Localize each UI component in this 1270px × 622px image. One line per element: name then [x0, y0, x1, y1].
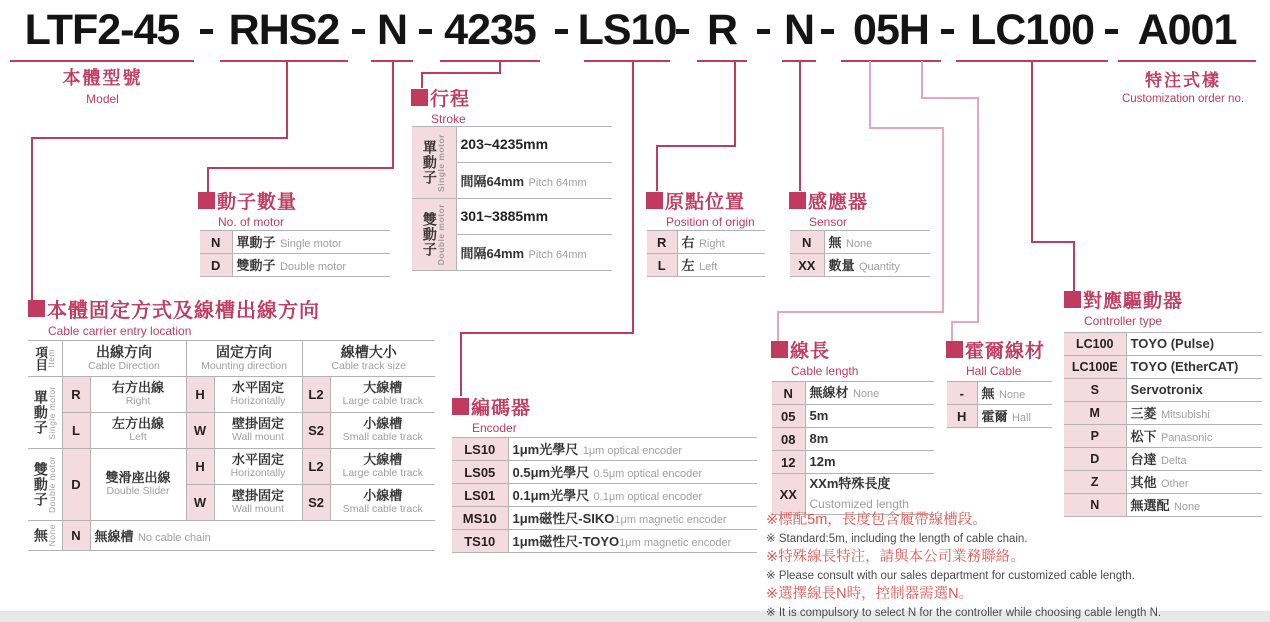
col-cable-track-size: 線槽大小: [340, 343, 397, 360]
hall-cable-subtitle: Hall Cable: [966, 364, 1022, 378]
table-row: TS10 1μm磁性尺-TOYO1μm magnetic encoder: [452, 530, 757, 553]
table-row: LS05 0.5μm光學尺 0.5μm optical encoder: [452, 461, 757, 484]
section-bullet-icon: [789, 192, 806, 209]
option-key: L2: [302, 377, 330, 413]
motor-count-table: [200, 230, 390, 277]
table-row: MS10 1μm磁性尺-SIKO1μm magnetic encoder: [452, 507, 757, 530]
cable-length-table: [772, 381, 934, 515]
code-underline: [440, 60, 540, 62]
footnotes: [766, 511, 1266, 622]
option-key: D: [1064, 448, 1126, 471]
code-segment-custom: A001: [1137, 6, 1237, 54]
table-row: 雙動子 Double motor D 雙滑座出線 Double Slider H 水平固定 Horizontally L2 大線槽 Large cable track: [28, 449, 435, 485]
section-cable-length: [771, 336, 858, 378]
option-key: N: [1064, 494, 1126, 517]
option-key: MS10: [452, 507, 508, 530]
model-title: 本體型號: [62, 68, 143, 88]
option-key: N: [790, 231, 824, 254]
table-row: LS01 0.1μm光學尺 0.1μm optical encoder: [452, 484, 757, 507]
stroke-title: 行程: [430, 89, 471, 110]
connector-controller: [1031, 241, 1075, 243]
section-bullet-icon: [198, 192, 215, 209]
connector-sensor: [799, 61, 801, 191]
connector-cable-length: [777, 311, 944, 313]
option-key: H: [947, 405, 977, 428]
option-key: 05: [772, 405, 805, 428]
connector-hall-cable: [921, 61, 923, 99]
option-key: H: [186, 449, 214, 485]
cable-length-title: 線長: [790, 341, 831, 362]
code-segment-origin: R: [706, 6, 738, 54]
footnote-en: ※ Standard:5m, including the length of cable chain.: [766, 533, 1028, 545]
section-motor-count: [198, 187, 297, 229]
section-stroke: [411, 84, 470, 126]
stroke-group-label-en: Single motor: [435, 133, 446, 192]
code-hyphen: [1105, 29, 1118, 34]
code-segment-motor-count: N: [376, 6, 408, 54]
table-row: L 左 Left: [647, 254, 765, 277]
stroke-group-label-en: Double motor: [435, 203, 446, 266]
table-row: [412, 199, 612, 235]
table-row: 08 8m: [772, 428, 934, 451]
origin-title: 原點位置: [665, 192, 746, 213]
table-row: D 台達 Delta: [1064, 448, 1262, 471]
code-segment-body-fix: RHS2: [228, 6, 340, 54]
stroke-pitch: 間隔64mm: [460, 173, 525, 189]
stroke-group-label: 雙動子: [421, 212, 438, 257]
group-double-motor: 雙動子: [32, 462, 49, 507]
option-key: R: [62, 377, 90, 413]
code-segment-sensor: N: [783, 6, 815, 54]
option-key: Z: [1064, 471, 1126, 494]
connector-encoder: [460, 332, 634, 334]
sensor-title: 感應器: [808, 192, 869, 213]
group-single-motor: 單動子: [32, 390, 49, 435]
table-row: H 霍爾 Hall: [947, 405, 1052, 428]
stroke-pitch-en: Pitch 64mm: [528, 176, 587, 189]
option-key: N: [62, 521, 90, 551]
section-bullet-icon: [646, 192, 663, 209]
section-bullet-icon: [946, 341, 963, 358]
option-key: L2: [302, 449, 330, 485]
origin-table: [647, 230, 765, 277]
option-key: S: [1064, 379, 1126, 402]
origin-subtitle: Position of origin: [666, 215, 755, 229]
option-key: L: [62, 413, 90, 449]
connector-cable-length: [869, 127, 944, 129]
code-segment-stroke: 4235: [444, 6, 536, 54]
code-segment-controller: LC100: [969, 6, 1095, 54]
code-hyphen: [555, 29, 568, 34]
col-item: 項目: [33, 346, 48, 371]
connector-encoder: [460, 332, 462, 396]
table-row: LS10 1μm光學尺 1μm optical encoder: [452, 438, 757, 461]
table-row: LC100 TOYO (Pulse): [1064, 333, 1262, 356]
code-hyphen: [821, 29, 834, 34]
connector-cable-length: [869, 61, 871, 129]
connector-body-fix: [31, 137, 288, 139]
stroke-pitch-en: Pitch 64mm: [528, 248, 587, 261]
code-underline: [841, 60, 941, 62]
option-key: L: [647, 254, 677, 277]
encoder-title: 編碼器: [471, 398, 532, 419]
connector-origin: [656, 145, 736, 147]
model-subtitle: Model: [86, 92, 119, 106]
option-key: LC100: [1064, 333, 1126, 356]
code-hyphen: [419, 29, 432, 34]
option-key: TS10: [452, 530, 508, 553]
code-hyphen: [676, 29, 689, 34]
sensor-table: [790, 230, 930, 277]
connector-hall-cable: [977, 97, 979, 323]
col-cable-direction: 出線方向: [96, 343, 152, 360]
sensor-subtitle: Sensor: [809, 215, 848, 229]
connector-stroke: [421, 72, 501, 74]
option-key: H: [186, 377, 214, 413]
code-underline: [220, 60, 348, 62]
table-row: R 右 Right: [647, 231, 765, 254]
table-row: - 無 None: [947, 382, 1052, 405]
code-underline: [10, 60, 194, 62]
connector-encoder: [632, 61, 634, 334]
motor-count-subtitle: No. of motor: [218, 215, 285, 229]
encoder-subtitle: Encoder: [472, 421, 517, 435]
col-mounting-direction: 固定方向: [216, 343, 273, 360]
section-bullet-icon: [411, 89, 428, 106]
table-row: M 三菱 Mitsubishi: [1064, 402, 1262, 425]
option-key: XX: [790, 254, 824, 277]
table-row: [412, 127, 612, 163]
table-row: LC100E TOYO (EtherCAT): [1064, 356, 1262, 379]
section-controller: [1064, 286, 1183, 328]
connector-body-fix: [31, 137, 33, 302]
option-key: LS01: [452, 484, 508, 507]
option-key: D: [62, 449, 90, 521]
code-segment-encoder: LS10: [577, 6, 677, 54]
code-segment-model: LTF2-45: [24, 6, 180, 54]
controller-table: [1064, 332, 1262, 517]
option-key: R: [647, 231, 677, 254]
section-bullet-icon: [1064, 291, 1081, 308]
table-row: S Servotronix: [1064, 379, 1262, 402]
connector-origin: [734, 61, 736, 147]
code-hyphen: [352, 29, 365, 34]
option-key: LS10: [452, 438, 508, 461]
option-key: 12: [772, 451, 805, 474]
option-key: M: [1064, 402, 1126, 425]
option-key: D: [200, 254, 232, 277]
connector-hall-cable: [921, 97, 979, 99]
connector-controller: [1073, 241, 1075, 291]
table-row: N 無 None: [790, 231, 930, 254]
section-hall-cable: [946, 336, 1045, 378]
code-underline: [584, 60, 670, 62]
stroke-range: 203~4235mm: [460, 135, 549, 152]
section-origin: [646, 187, 755, 229]
table-row: 單動子 Single motor R 右方出線 Right H 水平固定 Horizontally L2 大線槽 Large cable track: [28, 377, 435, 413]
footnote-zh: ※選擇線長N時，控制器需選N。: [766, 586, 974, 602]
option-key: N: [772, 382, 805, 405]
connector-controller: [1031, 61, 1033, 243]
cable-entry-title: 本體固定方式及線槽出線方向: [47, 300, 320, 322]
footnote-zh: ※標配5m，長度包含履帶線槽段。: [766, 512, 987, 528]
option-key: W: [186, 413, 214, 449]
table-row: 05 5m: [772, 405, 934, 428]
option-key: -: [947, 382, 977, 405]
stroke-pitch: 間隔64mm: [460, 245, 525, 261]
customization-subtitle: Customization order no.: [1121, 93, 1245, 105]
encoder-table: [452, 437, 757, 553]
stroke-group-label: 單動子: [421, 140, 438, 185]
section-bullet-icon: [771, 341, 788, 358]
option-key: 08: [772, 428, 805, 451]
option-key: W: [186, 485, 214, 521]
hall-cable-table: [947, 381, 1052, 428]
option-key: S2: [302, 413, 330, 449]
table-row: XX XXm特殊長度 Customized length: [772, 474, 934, 515]
code-underline: [1118, 60, 1256, 62]
option-key: XX: [772, 474, 805, 515]
cable-entry-subtitle: Cable carrier entry location: [48, 324, 192, 338]
table-row: N 無選配 None: [1064, 494, 1262, 517]
table-row: 12 12m: [772, 451, 934, 474]
table-row: W 壁掛固定 Wall mount S2 小線槽 Small cable track: [28, 485, 435, 521]
model-label: [20, 64, 185, 106]
table-row: 無 None N 無線槽 No cable chain: [28, 521, 435, 551]
option-key: LC100E: [1064, 356, 1126, 379]
table-row: P 松下 Panasonic: [1064, 425, 1262, 448]
stroke-subtitle: Stroke: [431, 112, 466, 126]
hall-cable-title: 霍爾線材: [965, 341, 1046, 362]
motor-count-title: 動子數量: [217, 192, 298, 213]
table-row: N 單動子 Single motor: [200, 231, 390, 254]
option-key: P: [1064, 425, 1126, 448]
connector-body-fix: [286, 61, 288, 139]
footnote-en: ※ It is compulsory to select N for the controller while choosing cable length N.: [766, 607, 1162, 619]
connector-motor-count: [207, 167, 394, 169]
stroke-range: 301~3885mm: [460, 207, 549, 224]
footnote-zh: ※特殊線長特注，請與本公司業務聯絡。: [766, 549, 1025, 565]
option-key: S2: [302, 485, 330, 521]
code-underline: [697, 60, 747, 62]
customization-label: [1098, 66, 1268, 105]
connector-cable-length: [942, 127, 944, 313]
code-segment-cable-hall: 05H: [853, 6, 929, 54]
table-row: XX 數量 Quantity: [790, 254, 930, 277]
controller-title: 對應驅動器: [1083, 291, 1184, 312]
code-hyphen: [757, 29, 770, 34]
table-row: L 左方出線 Left W 壁掛固定 Wall mount S2 小線槽 Small cable track: [28, 413, 435, 449]
controller-subtitle: Controller type: [1084, 314, 1163, 328]
section-cable-entry: [28, 294, 320, 338]
customization-title: 特注式樣: [1145, 71, 1221, 90]
section-sensor: [789, 187, 868, 229]
stroke-table: [412, 126, 612, 271]
connector-hall-cable: [951, 321, 979, 323]
col-item-en: Item: [45, 349, 56, 368]
section-encoder: [452, 393, 531, 435]
section-bullet-icon: [28, 300, 45, 317]
connector-motor-count: [392, 61, 394, 169]
group-none: 無: [32, 528, 49, 543]
connector-origin: [656, 145, 658, 191]
table-row: D 雙動子 Double motor: [200, 254, 390, 277]
table-row: Z 其他 Other: [1064, 471, 1262, 494]
footnote-en: ※ Please consult with our sales department for customized cable length.: [766, 570, 1135, 582]
table-header-row: 項目 Item 出線方向 Cable Direction 固定方向 Mounting direction 線槽大小 Cable track size: [28, 341, 435, 377]
cable-entry-table: [28, 340, 435, 551]
option-key: LS05: [452, 461, 508, 484]
cable-length-subtitle: Cable length: [791, 364, 859, 378]
section-bullet-icon: [452, 398, 469, 415]
code-hyphen: [200, 29, 213, 34]
code-hyphen: [941, 29, 954, 34]
table-row: N 無線材 None: [772, 382, 934, 405]
option-key: N: [200, 231, 232, 254]
